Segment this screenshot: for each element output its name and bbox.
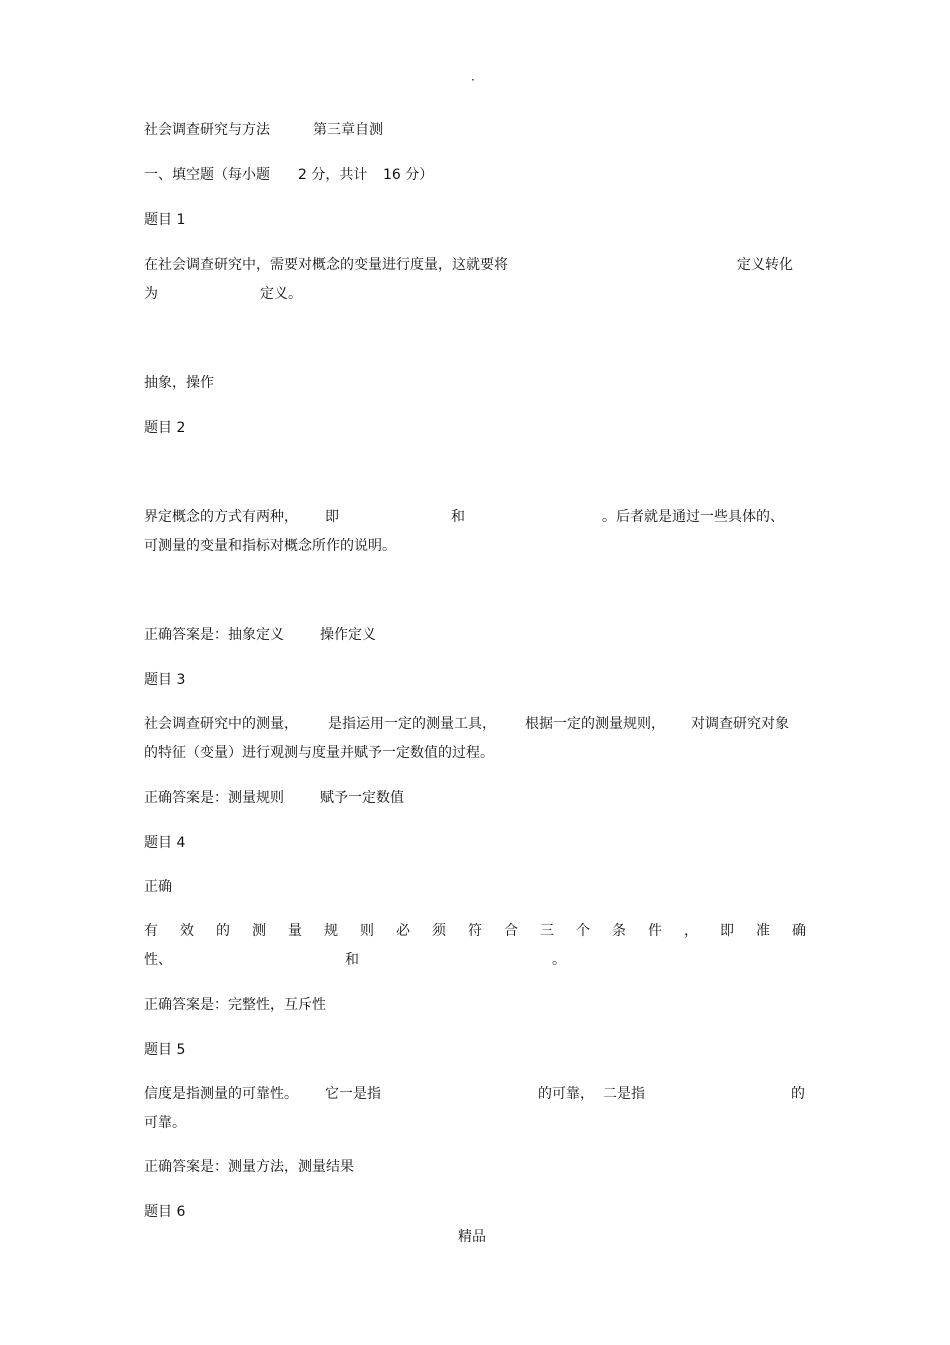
q5-text-6: 可靠。: [144, 1115, 186, 1131]
q4-char: ，: [684, 923, 698, 939]
q3-text: 社会调查研究中的测量，: [144, 716, 298, 732]
q1-label: 题目 1: [144, 212, 186, 228]
q5-label: 题目 5: [144, 1042, 186, 1058]
q4-char: 件: [648, 923, 662, 939]
q1-answer: 抽象，操作: [144, 375, 214, 391]
section-heading-total: 16 分）: [383, 167, 434, 183]
doc-title: 社会调查研究与方法: [144, 122, 270, 138]
q1-text-4: 定义。: [260, 286, 302, 302]
q2-text-5: 可测量的变量和指标对概念所作的说明。: [144, 538, 396, 554]
q1-text-3: 为: [144, 286, 158, 302]
section-heading: 一、填空题（每小题: [144, 167, 270, 183]
q3-answer: 正确答案是：测量规则: [144, 790, 284, 806]
q4-text-4: 。: [552, 952, 566, 968]
q4-label: 题目 4: [144, 835, 186, 851]
q3-text-4: 对调查研究对象: [691, 716, 789, 732]
q4-char: 量: [288, 923, 302, 939]
q5-text-4: 二是指: [603, 1086, 645, 1102]
q4-text-spaced: [144, 922, 806, 940]
doc-subtitle: 第三章自测: [313, 122, 383, 138]
q4-char: 必: [396, 923, 410, 939]
q4-char: 确: [792, 923, 806, 939]
q3-label: 题目 3: [144, 672, 186, 688]
q4-char: 合: [504, 923, 518, 939]
q3-text-3: 根据一定的测量规则，: [525, 716, 665, 732]
q4-text-2: 性、: [144, 952, 172, 968]
q2-text-2: 即: [325, 509, 339, 525]
q4-char: 准: [756, 923, 770, 939]
q1-text: 在社会调查研究中，需要对概念的变量进行度量，这就要将: [144, 257, 508, 273]
section-heading-points: 2 分，共计: [298, 167, 368, 183]
q4-answer: 正确答案是：完整性，互斥性: [144, 997, 326, 1013]
q4-char: 即: [720, 923, 734, 939]
q2-answer-2: 操作定义: [320, 627, 376, 643]
q4-text-3: 和: [345, 952, 359, 968]
q3-text-5: 的特征（变量）进行观测与度量并赋予一定数值的过程。: [144, 745, 494, 761]
q4-char: 个: [576, 923, 590, 939]
page-marker-dot: ·: [471, 73, 475, 87]
q4-char: 须: [432, 923, 446, 939]
q4-char: 的: [216, 923, 230, 939]
q4-char: 测: [252, 923, 266, 939]
q2-text: 界定概念的方式有两种，: [144, 509, 298, 525]
q2-text-4: 。后者就是通过一些具体的、: [602, 509, 784, 525]
q2-text-3: 和: [451, 509, 465, 525]
q4-status: 正确: [144, 879, 172, 895]
q4-char: 符: [468, 923, 482, 939]
q5-answer: 正确答案是：测量方法，测量结果: [144, 1159, 354, 1175]
q4-char: 条: [612, 923, 626, 939]
q4-char: 三: [540, 923, 554, 939]
q3-answer-2: 赋予一定数值: [320, 790, 404, 806]
q5-text-3: 的可靠，: [538, 1086, 594, 1102]
q2-label: 题目 2: [144, 420, 186, 436]
q5-text-2: 它一是指: [325, 1086, 381, 1102]
q4-char: 效: [180, 923, 194, 939]
page-footer: 精品: [458, 1229, 486, 1245]
q4-char: 有: [144, 923, 158, 939]
q5-text: 信度是指测量的可靠性。: [144, 1086, 298, 1102]
q3-text-2: 是指运用一定的测量工具，: [328, 716, 496, 732]
q4-char: 规: [324, 923, 338, 939]
q5-text-5: 的: [791, 1086, 805, 1102]
q1-text-2: 定义转化: [737, 257, 793, 273]
q2-answer: 正确答案是：抽象定义: [144, 627, 284, 643]
q4-char: 则: [360, 923, 374, 939]
q6-label: 题目 6: [144, 1204, 186, 1220]
